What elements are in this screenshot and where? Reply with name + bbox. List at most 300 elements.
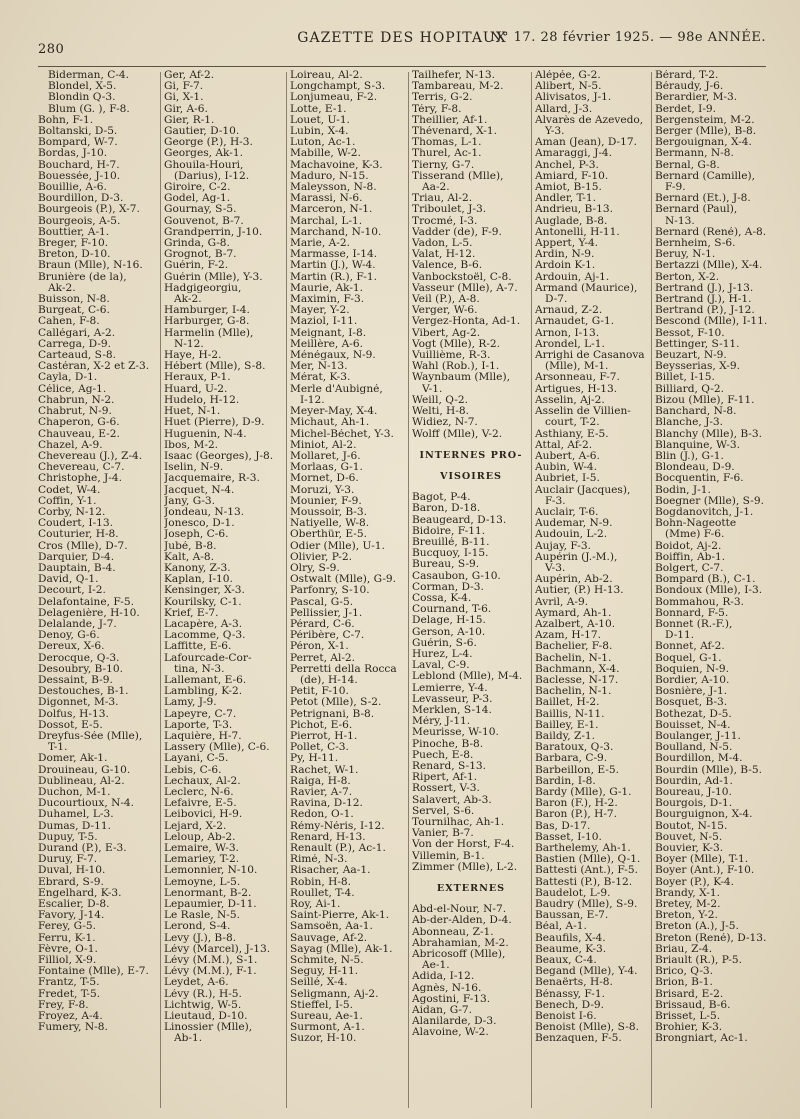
column-5 — [535, 70, 653, 1110]
list-item: Aubert, A-6. — [535, 450, 600, 462]
list-item: Miniot, Al-2. — [290, 439, 357, 451]
list-item: Abrahamian, M-2. — [412, 937, 509, 949]
list-item: Boiffin, Ab-1. — [655, 551, 726, 563]
list-item: Domer, Ak-1. — [38, 753, 108, 765]
list-item: Ducourtioux, N-4. — [38, 798, 135, 810]
list-item: Lefaivre, E-5. — [164, 798, 237, 810]
column-4 — [412, 70, 530, 1110]
list-item: Ak-2. — [174, 294, 202, 306]
list-item: Breton, D-10. — [38, 249, 111, 261]
list-item: Surmont, A-1. — [290, 1022, 365, 1034]
list-item: Derocque, Q-3. — [38, 652, 120, 664]
list-item: Delafontaine, F-5. — [38, 596, 134, 608]
list-item: Vanier, B-7. — [412, 828, 474, 840]
list-item: Kensinger, X-3. — [164, 585, 245, 597]
list-item: Frey, F-8. — [38, 999, 89, 1011]
list-item: Chevereau, C-7. — [38, 462, 125, 474]
list-item: Blondeau, D-9. — [655, 462, 735, 474]
list-item: Lacomme, Q-3. — [164, 630, 246, 642]
list-item: Samsoën, Aa-1. — [290, 921, 373, 933]
list-item: Benzaquen, F-5. — [535, 1033, 622, 1045]
list-item: Guérin, S-6. — [412, 637, 477, 649]
list-item: Jacquemaire, R-3. — [164, 473, 260, 485]
list-item: Terris, G-2. — [412, 92, 473, 104]
list-item: Baron (P.), H-7. — [535, 809, 618, 821]
list-item: Battesti (Ant.), F-5. — [535, 865, 638, 877]
section-heading: EXTERNES — [436, 883, 506, 895]
list-item: Bachmann, X-4. — [535, 663, 620, 675]
list-item: Basset, I-10. — [535, 831, 602, 843]
list-item: Destouches, B-1. — [38, 686, 129, 698]
list-item: Lubin, X-4. — [290, 126, 349, 138]
list-item: Bureau, S-9. — [412, 559, 480, 571]
list-item: Lapeyre, C-7. — [164, 708, 237, 720]
list-item: Joseph, C-6. — [164, 529, 229, 541]
list-item: Breton, Y-2. — [655, 910, 718, 922]
list-item: Aubriet, I-5. — [535, 473, 600, 485]
list-item: Lafourcade-Cor- — [164, 652, 252, 664]
list-item: (Mlle), M-1. — [545, 361, 609, 373]
list-item: Bonnet (R.-F.), — [655, 618, 733, 630]
list-item: Benoist (Mlle), S-8. — [535, 1022, 639, 1034]
column-1 — [38, 70, 156, 1110]
list-item: Huard, U-2. — [164, 383, 228, 395]
list-item: Bondoux (Mlle), I-3. — [655, 585, 763, 597]
list-item: Desoubry, B-10. — [38, 663, 123, 675]
list-item: Gir, A-6. — [164, 103, 208, 115]
list-item: Hamburger, I-4. — [164, 305, 250, 317]
column-2 — [164, 70, 282, 1110]
list-item: Bizou (Mlle), F-11. — [655, 394, 755, 406]
list-item: Bonnet, Af-2. — [655, 641, 725, 653]
list-item: Bertrand (J.), J-13. — [655, 282, 754, 294]
list-item: Bourguignon, X-4. — [655, 809, 753, 821]
list-item: Bordier, A-10. — [655, 674, 730, 686]
list-item: Bas, D-17. — [535, 820, 591, 832]
list-item: Baillis, N-11. — [535, 708, 605, 720]
list-item: Seillé, X-4. — [290, 977, 348, 989]
list-item: Stieffel, I-5. — [290, 999, 353, 1011]
list-item: Burgeat, C-6. — [38, 305, 110, 317]
list-item: Durand (P.), E-3. — [38, 843, 127, 855]
list-item: Ostwalt (Mlle), G-9. — [290, 574, 397, 586]
list-item: Baudelot, L-9. — [535, 887, 611, 899]
list-item: Bachelin, N-1. — [535, 652, 612, 664]
list-item: Levasseur, P-3. — [412, 693, 493, 705]
list-item: Machavoine, K-3. — [290, 159, 383, 171]
list-item: Blanchy (Mlle), B-3. — [655, 428, 762, 440]
list-item: Anchel, P-3. — [535, 159, 599, 171]
list-item: Lemaire, W-3. — [164, 843, 239, 855]
list-item: F-9. — [665, 182, 686, 194]
list-item: Agostini, F-13. — [412, 993, 491, 1005]
list-item: Haye, H-2. — [164, 350, 222, 362]
list-item: Brion, B-1. — [655, 977, 713, 989]
list-item: Alvarès de Azevedo, — [535, 114, 644, 126]
list-item: Dolfus, H-13. — [38, 708, 109, 720]
list-item: Kourilsky, C-1. — [164, 596, 242, 608]
list-item: Merklen, S-14. — [412, 704, 492, 716]
column-divider — [408, 72, 409, 1108]
list-item: Thomas, L-1. — [412, 137, 482, 149]
list-item: Auclair, T-6. — [535, 506, 599, 518]
list-item: Bosnière, J-1. — [655, 686, 728, 698]
list-item: Carrega, D-9. — [38, 338, 112, 350]
list-item: Benech, D-9. — [535, 999, 605, 1011]
list-item: Darquier, D-4. — [38, 551, 115, 563]
list-item: Aman (Jean), D-17. — [535, 137, 637, 149]
list-item: Berger (Mlle), B-8. — [655, 126, 757, 138]
list-item: Breuillé, B-11. — [412, 536, 490, 548]
list-item: Begand (Mlle), Y-4. — [535, 966, 638, 978]
list-item: Vadon, L-5. — [412, 238, 473, 250]
list-item: Marchal, L-1. — [290, 215, 363, 227]
list-item: Mabille, W-2. — [290, 148, 361, 160]
list-item: Villemin, B-1. — [412, 850, 485, 862]
list-item: Lemierre, Y-4. — [412, 682, 488, 694]
list-item: Risacher, Aa-1. — [290, 865, 371, 877]
list-item: Petit, F-10. — [290, 686, 349, 698]
list-item: Delage, H-15. — [412, 615, 486, 627]
list-item: Leclerc, N-6. — [164, 787, 234, 798]
list-item: Bourdillon, M-4. — [655, 753, 743, 765]
list-item: Schmite, N-5. — [290, 955, 364, 967]
list-item: Boegner (Mlle), S-9. — [655, 495, 764, 507]
list-item: Bourdin (Mlle), B-5. — [655, 764, 762, 776]
list-item: Pierrot, H-1. — [290, 730, 358, 742]
list-item: Bodin, J-1. — [655, 484, 711, 496]
list-item: Valence, B-6. — [412, 260, 483, 272]
list-item: (de), H-14. — [300, 674, 358, 686]
list-item: Robin, H-8. — [290, 876, 352, 888]
issue-line: N° 17. 28 février 1925. — 98e ANNÉE. — [490, 30, 766, 45]
list-item: Cahen, F-8. — [38, 316, 100, 328]
list-item: Bénassy, F-1. — [535, 988, 605, 1000]
list-item: Boureau, J-10. — [655, 787, 732, 798]
list-item: Rossert, V-3. — [412, 783, 480, 795]
column-6 — [655, 70, 773, 1110]
list-item: Grognot, B-7. — [164, 249, 237, 261]
list-item: I-12. — [300, 394, 325, 406]
list-item: Bérard, T-2. — [655, 70, 719, 81]
list-item: Vanbockstoël, C-8. — [412, 271, 512, 283]
list-item: Lévy (M.M.), S-1. — [164, 955, 258, 967]
list-item: Pascal, G-5. — [290, 596, 354, 608]
list-item: V-1. — [422, 383, 443, 395]
list-item: Bouisset, N-4. — [655, 719, 731, 731]
list-item: Corman, D-3. — [412, 581, 484, 593]
list-item: Arrighi de Casanova — [535, 350, 645, 362]
list-item: Marassi, N-6. — [290, 193, 363, 205]
list-item: Ardouin, Aj-1. — [535, 271, 610, 283]
list-item: Amiard, F-10. — [535, 170, 609, 182]
list-item: Lejard, X-2. — [164, 820, 227, 832]
list-item: Rémy-Néris, I-12. — [290, 820, 385, 832]
list-item: Castéran, X-2 et Z-3. — [38, 361, 150, 373]
list-item: Leibovici, H-9. — [164, 809, 243, 821]
list-item: T-1. — [48, 742, 68, 754]
list-item: Agnès, N-16. — [412, 982, 482, 994]
list-item: Grandperrin, J-10. — [164, 226, 263, 238]
list-item: Duchon, M-1. — [38, 787, 111, 798]
list-item: Berton, X-2. — [655, 271, 720, 283]
list-item: Harburger, G-8. — [164, 316, 250, 328]
list-item: Barbara, C-9. — [535, 753, 608, 765]
list-item: Py, H-11. — [290, 753, 339, 765]
list-item: Frantz, T-5. — [38, 977, 100, 989]
list-item: Alibert, N-5. — [535, 81, 602, 93]
list-item: Abricosoff (Mlle), — [412, 949, 506, 961]
list-item: Mayer, Y-2. — [290, 305, 350, 317]
list-item: Arsonneau, F-7. — [535, 372, 620, 384]
list-item: Meurisse, W-10. — [412, 727, 499, 739]
list-item: Briau, Z-4. — [655, 943, 713, 955]
list-item: Brunière (de la), — [38, 271, 127, 283]
list-item: Rimé, N-3. — [290, 854, 348, 866]
list-item: Redon, O-1. — [290, 809, 354, 821]
list-item: N-13. — [665, 215, 695, 227]
list-item: Bailley, E-1. — [535, 719, 599, 731]
list-item: Huguenin, N-4. — [164, 428, 247, 440]
list-item: Mornet, D-6. — [290, 473, 359, 485]
list-item: Vuillième, R-3. — [412, 350, 491, 362]
list-item: Bourgeois, A-5. — [38, 215, 121, 227]
list-item: Appert, Y-4. — [535, 238, 599, 250]
list-item: Beysserias, X-9. — [655, 361, 740, 373]
list-item: Vibert, Ag-2. — [412, 327, 481, 339]
list-item: Roy, Ai-1. — [290, 899, 341, 911]
list-item: Michel-Béchet, Y-3. — [290, 428, 394, 440]
list-item: Suzor, H-10. — [290, 1033, 357, 1045]
list-item: Gier, R-1. — [164, 114, 215, 126]
list-item: Huet (Pierre), D-9. — [164, 417, 265, 429]
list-item: Pellissier, J-1. — [290, 607, 363, 619]
list-item: Boulanger, J-11. — [655, 730, 741, 742]
list-item: Dreyfus-Sée (Mlle), — [38, 730, 143, 742]
list-item: Andler, T-1. — [535, 193, 596, 205]
list-item: Célice, Ag-1. — [38, 383, 107, 395]
list-item: Boquien, N-9. — [655, 663, 729, 675]
list-item: Bescond (Mlle), I-11. — [655, 316, 768, 328]
list-item: tina, N-3. — [174, 663, 225, 675]
list-item: Dumas, D-11. — [38, 820, 111, 832]
list-item: Audouin, L-2. — [535, 529, 608, 541]
list-item: Fredet, T-5. — [38, 988, 101, 1000]
list-item: D-7. — [545, 294, 568, 306]
list-item: Bucquoy, I-15. — [412, 548, 489, 560]
list-item: Meillère, A-6. — [290, 338, 363, 350]
list-item: David, Q-1. — [38, 574, 99, 586]
list-item: Auglade, B-8. — [535, 215, 608, 227]
list-item: Aubin, W-4. — [535, 462, 598, 474]
list-item: Lepaumier, D-11. — [164, 899, 257, 911]
list-item: Baratoux, Q-3. — [535, 742, 614, 754]
list-item: Merle d'Aubigné, — [290, 383, 383, 395]
list-item: Bachelier, F-8. — [535, 641, 613, 653]
list-item: Dupuy, T-5. — [38, 831, 98, 843]
list-item: Zimmer (Mlle), L-2. — [412, 861, 518, 873]
list-item: Boyer (Ant.), F-10. — [655, 865, 755, 877]
list-item: Thurel, Ac-1. — [412, 148, 482, 160]
list-item: Asthiany, E-5. — [535, 428, 609, 440]
list-item: Cayla, D-1. — [38, 372, 98, 384]
list-item: Marmasse, I-14. — [290, 249, 378, 261]
list-item: Engelhard, K-3. — [38, 887, 122, 899]
list-item: Laffitte, E-6. — [164, 641, 232, 653]
list-item: Froyez, A-4. — [38, 1011, 103, 1023]
list-item: Boquel, G-1. — [655, 652, 722, 664]
list-item: Rachet, W-1. — [290, 764, 359, 776]
list-item: Beaux, C-4. — [535, 955, 597, 967]
list-item: Martin (J.), W-4. — [290, 260, 376, 272]
list-item: Bachelin, N-1. — [535, 686, 612, 698]
list-item: Huet, N-1. — [164, 406, 221, 418]
list-item: Beaufils, X-4. — [535, 932, 606, 944]
list-item: Corby, N-12. — [38, 506, 106, 518]
list-item: Alépée, G-2. — [535, 70, 601, 81]
list-item: Valat, H-12. — [412, 249, 476, 261]
list-item: Beaugeard, D-13. — [412, 514, 507, 526]
column-3 — [290, 70, 408, 1110]
list-item: Laquière, H-7. — [164, 730, 242, 742]
list-item: Berardier, M-3. — [655, 92, 738, 104]
list-item: Barbeillon, E-5. — [535, 764, 619, 776]
list-item: Renard, H-13. — [290, 831, 366, 843]
list-item: Waynbaum (Mlle), — [412, 372, 510, 384]
list-item: Bourdin, Ad-1. — [655, 775, 733, 787]
list-item: Seguy, H-11. — [290, 966, 359, 978]
list-item: Delagenière, H-10. — [38, 607, 140, 619]
list-item: Audemar, N-9. — [535, 518, 613, 530]
list-item: Layani, C-5. — [164, 753, 229, 765]
list-item: Ibos, M-2. — [164, 439, 219, 451]
list-item: Alivisatos, J-1. — [535, 92, 612, 104]
list-item: Auclair (Jacques), — [535, 484, 631, 496]
list-item: Breton (René), D-13. — [655, 932, 767, 944]
list-item: Azalbert, A-10. — [535, 618, 616, 630]
list-item: Brisard, E-2. — [655, 988, 724, 1000]
list-item: Bogdanovitch, J-1. — [655, 506, 754, 518]
list-item: Godel, Ag-1. — [164, 193, 231, 205]
list-item: Baudry (Mlle), S-9. — [535, 899, 638, 911]
list-item: Olivier, P-2. — [290, 551, 352, 563]
list-item: Sauvage, Af-2. — [290, 932, 368, 944]
list-item: Artigues, H-13. — [535, 383, 618, 395]
list-item: Bohn-Nageotte — [655, 518, 737, 530]
list-item: Coudert, I-13. — [38, 518, 114, 530]
list-item: Veil (P.), A-8. — [412, 294, 480, 306]
list-item: Tournilhac, Ah-1. — [412, 817, 505, 828]
name-list-columns — [38, 70, 766, 1110]
list-item: Bretey, M-2. — [655, 899, 721, 911]
list-item: Coffin, Y-1. — [38, 495, 97, 507]
list-item: Moruzi, Y-3. — [290, 484, 355, 496]
list-item: Hurez, L-4. — [412, 648, 473, 660]
list-item: Jonesco, D-1. — [164, 518, 235, 530]
list-item: Digonnet, M-3. — [38, 697, 119, 709]
list-item: Christophe, J-4. — [38, 473, 122, 485]
list-item: Martin (R.), F-1. — [290, 271, 377, 283]
list-item: Bergensteim, M-2. — [655, 114, 755, 126]
list-item: Bettinger, S-11. — [655, 338, 740, 350]
list-item: Fumery, N-8. — [38, 1022, 108, 1034]
list-item: Baillet, H-2. — [535, 697, 600, 709]
list-item: Bernard (René), A-8. — [655, 226, 767, 238]
list-item: Chaperon, G-6. — [38, 417, 120, 429]
list-item: Baclesse, N-17. — [535, 674, 619, 686]
list-item: Bourgeois (P.), X-7. — [38, 204, 140, 216]
list-item: Abonneau, Z-1. — [412, 926, 494, 938]
list-item: Baussan, E-7. — [535, 910, 609, 922]
list-item: Brissaud, B-6. — [655, 999, 731, 1011]
list-item: Escalier, D-8. — [38, 899, 110, 911]
list-item: Marie, A-2. — [290, 238, 350, 250]
list-item: Baron, D-18. — [412, 503, 481, 515]
list-item: Boidot, Aj-2. — [655, 540, 722, 552]
list-item: Leydet, A-6. — [164, 977, 229, 989]
list-item: Blanquine, W-3. — [655, 439, 740, 451]
list-item: Lemariey, T-2. — [164, 854, 240, 866]
list-item: Gouvenot, B-7. — [164, 215, 244, 227]
list-item: Jubé, B-8. — [164, 540, 217, 552]
list-item: Roullet, T-4. — [290, 887, 355, 899]
list-item: Triboulet, J-3. — [412, 204, 487, 216]
list-item: Bompard (B.), C-1. — [655, 574, 756, 586]
list-item: Bernal, G-8. — [655, 159, 720, 171]
list-item: Le Rasle, N-5. — [164, 910, 240, 922]
list-item: Boutot, N-15. — [655, 820, 728, 832]
list-item: Boyer (P.), K-4. — [655, 876, 735, 888]
list-item: Triau, Al-2. — [412, 193, 473, 205]
list-item: Cros (Mlle), D-7. — [38, 540, 128, 552]
list-item: Brohier, K-3. — [655, 1022, 723, 1034]
list-item: Bernard (Camille), — [655, 170, 756, 182]
list-item: Amiot, B-15. — [535, 182, 602, 194]
list-item: Cossa, K-4. — [412, 592, 472, 604]
list-item: (Mme) F-6. — [665, 529, 725, 541]
list-item: Gautier, D-10. — [164, 126, 240, 138]
list-item: Ebrard, S-9. — [38, 876, 104, 888]
list-item: Berdet, I-9. — [655, 103, 717, 115]
list-item: Béal, A-1. — [535, 921, 587, 933]
list-item: Meignant, I-8. — [290, 327, 367, 339]
list-item: Bourdillon, D-3. — [38, 193, 124, 205]
list-item: Arnaud, Z-2. — [535, 305, 603, 317]
list-item: Téry, F-8. — [412, 103, 462, 115]
list-item: Lebis, C-6. — [164, 764, 222, 776]
list-item: Dereux, X-6. — [38, 641, 105, 653]
list-item: Billiard, Q-2. — [655, 383, 724, 395]
list-item: Bohn, F-1. — [38, 114, 94, 126]
list-item: Lonjumeau, F-2. — [290, 92, 378, 104]
list-item: Breton (A.), J-5. — [655, 921, 739, 933]
list-item: Dauptain, B-4. — [38, 562, 116, 574]
list-item: Oberthür, E-5. — [290, 529, 367, 541]
list-item: Gerson, A-10. — [412, 626, 486, 638]
list-item: Vergez-Honta, Ad-1. — [412, 316, 521, 328]
list-item: Ferey, G-5. — [38, 921, 97, 933]
column-divider — [160, 72, 161, 1108]
list-item: Georges, Ak-1. — [164, 148, 243, 160]
list-item: Laporte, T-3. — [164, 719, 233, 731]
list-item: Wahl (Rob.), I-1. — [412, 361, 500, 373]
list-item: Béraudy, J-6. — [655, 81, 724, 93]
list-item: Adida, I-12. — [412, 971, 475, 983]
list-item: Amaraggi, J-4. — [535, 148, 613, 160]
list-item: Bardy (Mlle), G-1. — [535, 787, 632, 798]
list-item: Denoy, G-6. — [38, 630, 100, 642]
list-item: Maurie, Ak-1. — [290, 282, 364, 294]
